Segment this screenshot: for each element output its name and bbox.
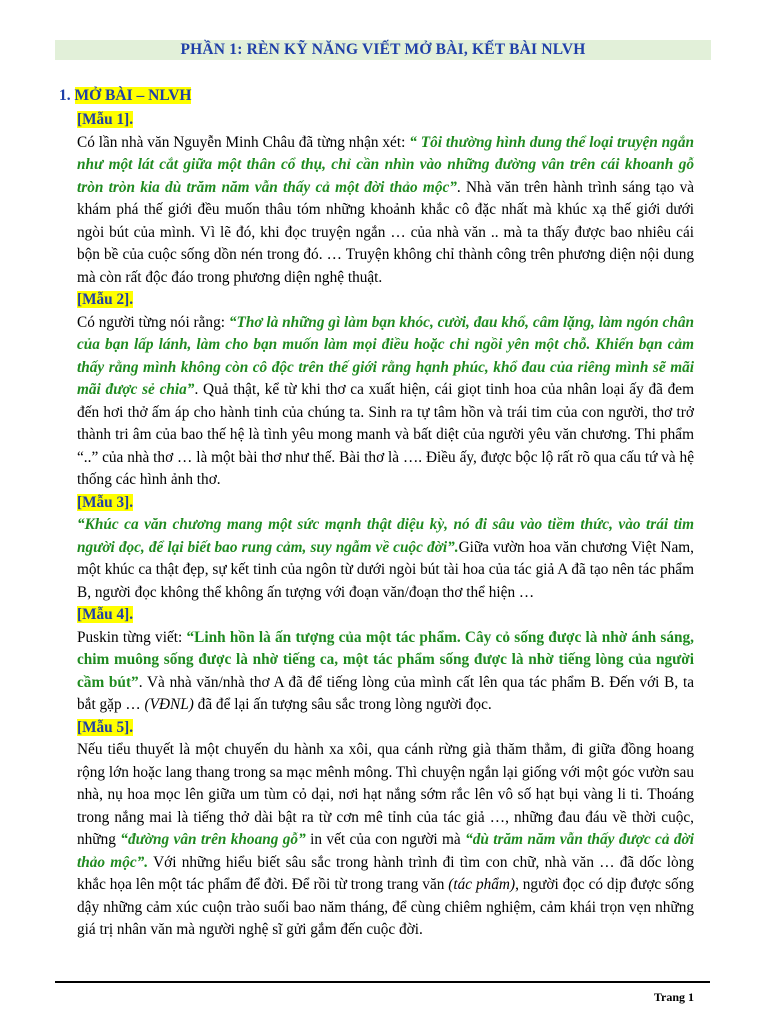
sample-paragraph-3: “Khúc ca văn chương mang một sức mạnh thật diệu kỳ, nó đi sâu vào tiềm thức, vào trái tim người đọc, để lại biết bao rung cảm, suy ngẫm về cuộc đời”.Giữa vườn hoa văn chương Việt Nam, một khúc ca thật đẹp, sự kết tinh của ngôn từ dưới ngòi bút tài hoa của tác giả A đã tạo nên tác phẩm B, người đọc không thể không ấn tượng với đoạn văn/đoạn thơ thể hiện … bbox=[77, 516, 694, 601]
sample-label-2: [Mẫu 2]. bbox=[77, 291, 134, 308]
sample-label-1: [Mẫu 1]. bbox=[77, 111, 134, 128]
sample-label-5: [Mẫu 5]. bbox=[77, 718, 134, 736]
footer-divider bbox=[55, 981, 710, 983]
sample-paragraph-5: Nếu tiểu thuyết là một chuyến du hành xa xôi, qua cánh rừng già thăm thẳm, đi giữa đồng hoang rộng lớn hoặc lang thang trong sa mạc mênh mông. Thì chuyện ngắn lại giống với một góc vườn sau nhà, nụ hoa mọc lên giữa um tùm cỏ dại, nơi hạt nắng sớm rắc lên vô số hạt bụi vàng li ti. Thoáng trong nắng mai là tiếng thở dài bật ra từ cơn mê tỉnh của tác giả …, những đau đáu về thời cuộc, những “đường vân trên khoang gỗ” in vết của con người mà “dù trăm năm vẫn thấy được cả đời thảo mộc”. Với những hiểu biết sâu sắc trong hành trình đi tìm con chữ, nhà văn … đã dốc lòng khắc họa lên một tác phẩm để đời. Để rồi từ trong trang văn (tác phẩm), người đọc có dịp được sống dậy những cảm xúc cuộn trào suối bao năm tháng, để cùng chiêm nghiệm, cảm khái trọn vẹn những giá trị nhân văn mà người nghệ sĩ gửi gắm đến cuộc đời. bbox=[77, 741, 694, 938]
sample-paragraph-2: Có người từng nói rằng: “Thơ là những gì làm bạn khóc, cười, đau khổ, câm lặng, làm ngón chân của bạn lấp lánh, làm cho bạn muốn làm mọi điều hoặc chỉ ngồi yên một chỗ. Khiến bạn cảm thấy rằng mình không còn cô độc trên thế giới rằng hạnh phúc, khổ đau của riêng mình sẽ mãi mãi được sẻ chia”. Quả thật, kể từ khi thơ ca xuất hiện, cái giọt tinh hoa của nhân loại ấy đã đem đến hơi thở ấm áp cho hành tinh của chúng ta. Sinh ra tự tâm hồn và trái tim của con người, thơ trở thành tri âm của bao thế hệ là tình yêu mong manh và bất diệt của người yêu văn chương. Thi phẩm “..” của nhà thơ … là một bài thơ như thế. Bài thơ là …. Điều ấy, được bộc lộ rất rõ qua cấu tứ và hệ thống các hình ảnh thơ. bbox=[77, 313, 694, 488]
sample-quote-5b: “dù trăm năm vẫn thấy được cả đời thảo mộc”. bbox=[77, 831, 694, 871]
section-label: MỞ BÀI – NLVH bbox=[74, 87, 192, 104]
document-body bbox=[77, 109, 694, 942]
page-title: PHẦN 1: RÈN KỸ NĂNG VIẾT MỞ BÀI, KẾT BÀI NLVH bbox=[180, 41, 586, 58]
sample-paragraph-1: Có lần nhà văn Nguyễn Minh Châu đã từng nhận xét: “ Tôi thường hình dung thể loại truyện ngắn như một lát cắt giữa một thân cổ thụ, chỉ cần nhìn vào những đường vân trên cái khoanh gỗ tròn tròn kia dù trăm năm vẫn thấy cả một đời thảo mộc”. Nhà văn trên hành trình sáng tạo và khám phá thế giới đều muốn thâu tóm những khoảnh khắc cô đặc nhất mà khúc xạ thế giới dưới ngòi bút của mình. Vì lẽ đó, khi đọc truyện ngắn … của nhà văn .. mà ta thấy được bao nhiêu cái bộn bề của cuộc sống dồn nén trong đó. … Truyện không chỉ thành công trên phương diện nội dung mà còn rất độc đáo trong phương diện nghệ thuật. bbox=[77, 133, 695, 286]
sample-label-4: [Mẫu 4]. bbox=[77, 606, 134, 623]
sample-quote-5a: “đường vân trên khoang gỗ” bbox=[120, 831, 306, 848]
sample-quote-4: “Linh hồn là ấn tượng của một tác phẩm. Cây cỏ sống được là nhờ ánh sáng, chim muông sống được là nhờ tiếng ca, một tác phẩm sống được là nhờ tiếng lòng của người cầm bút” bbox=[77, 628, 694, 691]
section-heading bbox=[59, 86, 191, 106]
sample-label-3: [Mẫu 3]. bbox=[77, 493, 134, 511]
sample-quote-1: “ Tôi thường hình dung thể loại truyện ngắn như một lát cắt giữa một thân cổ thụ, chỉ cần nhìn vào những đường vân trên cái khoanh gỗ tròn tròn kia dù trăm năm vẫn thấy cả một đời thảo mộc” bbox=[77, 133, 694, 196]
page-number: Trang 1 bbox=[653, 990, 694, 1004]
section-number: 1. bbox=[59, 87, 71, 104]
sample-quote-2: “Thơ là những gì làm bạn khóc, cười, đau khổ, câm lặng, làm ngón chân của bạn lấp lánh, làm cho bạn muốn làm mọi điều hoặc chỉ ngồi yên một chỗ. Khiến bạn cảm thấy rằng mình không còn cô độc trên thế giới rằng hạnh phúc, khổ đau của riêng mình sẽ mãi mãi được sẻ chia” bbox=[77, 313, 694, 398]
sample-quote-3: “Khúc ca văn chương mang một sức mạnh thật diệu kỳ, nó đi sâu vào tiềm thức, vào trái tim người đọc, để lại biết bao rung cảm, suy ngẫm về cuộc đời”. bbox=[77, 516, 694, 556]
sample-paragraph-4: Puskin từng viết: “Linh hồn là ấn tượng của một tác phẩm. Cây cỏ sống được là nhờ ánh sáng, chim muông sống được là nhờ tiếng ca, một tác phẩm sống được là nhờ tiếng lòng của người cầm bút”. Và nhà văn/nhà thơ A đã để tiếng lòng của mình cất lên qua tác phẩm B. Đến với B, ta bắt gặp … (VĐNL) đã để lại ấn tượng sâu sắc trong lòng người đọc. bbox=[77, 628, 694, 713]
